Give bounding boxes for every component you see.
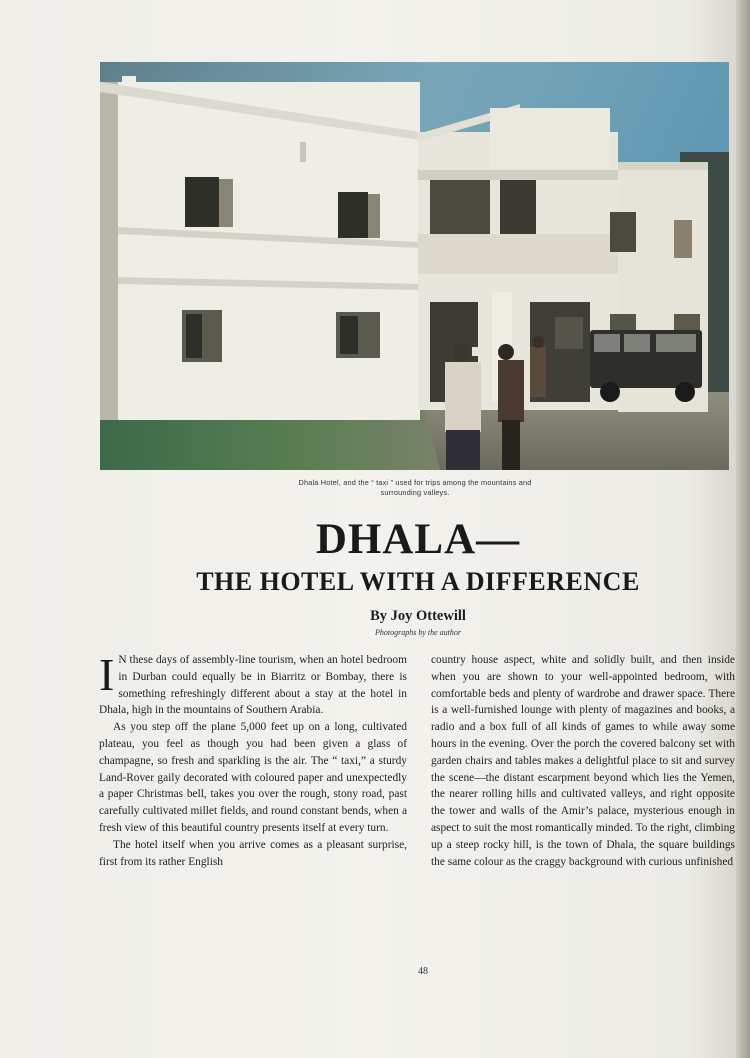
article-paragraph: As you step off the plane 5,000 feet up on a long, cultivated plateau, you feel as though you had been given a glass of champagne, so fresh and sparkling is the air. The “ taxi,” a sturdy Land-Rover gaily decorated with coloured paper and unexpectedly a paper Christmas bell, takes you over the rough, stony road, past carefully cultivated millet fields, and round constant bends, when a fresh view of this beautiful country presents itself at every turn.	[99, 721, 407, 834]
page-number: 48	[418, 966, 428, 977]
hotel-photo-illustration	[100, 62, 729, 470]
paragraph-text: N these days of assembly-line tourism, when an hotel bedroom in Durban could equally be in Biarritz or Bombay, there is something refreshingly different about a stay at the hotel in Dhala, high in the mountains of Southern Arabia.	[99, 654, 407, 717]
photo-credit: Photographs by the author	[375, 628, 461, 637]
drop-cap: I	[99, 649, 115, 700]
article-paragraph: The hotel itself when you arrive comes as a pleasant surprise, first from its rather English	[99, 838, 407, 868]
article-title: DHALA—	[315, 516, 521, 563]
photo-caption	[205, 478, 625, 498]
hotel-photo	[100, 62, 729, 470]
photo-caption-line-2: surrounding valleys.	[380, 488, 450, 497]
article-byline: By Joy Ottewill	[370, 608, 466, 624]
article-column-right	[431, 652, 735, 870]
article-paragraph: country house aspect, white and solidly built, and then inside when you are shown to your well-appointed bedroom, with comfortable beds and plenty of wardrobe and drawer space. There is a well-furnished lounge with plenty of magazines and books, a radio and a box full of all kinds of games to while away some hours in the evening. Over the porch the covered balcony set with garden chairs and tables makes a delightful place to sit and survey the scene—the distant escarpment beyond which lies the Yemen, the nearer rolling hills and cultivated valleys, and right opposite the tower and walls of the Amir’s palace, mysterious enough in aspect to suit the most romantically minded. To the right, climbing up a steep rocky hill, is the town of Dhala, the square buildings the same colour as the craggy background with curious unfinished	[431, 654, 735, 868]
photo-caption-line-1: Dhala Hotel, and the “ taxi ” used for trips among the mountains and	[298, 478, 532, 487]
article-subtitle: THE HOTEL WITH A DIFFERENCE	[196, 567, 640, 596]
article-paragraph	[99, 649, 407, 719]
article-column-left	[99, 649, 407, 870]
